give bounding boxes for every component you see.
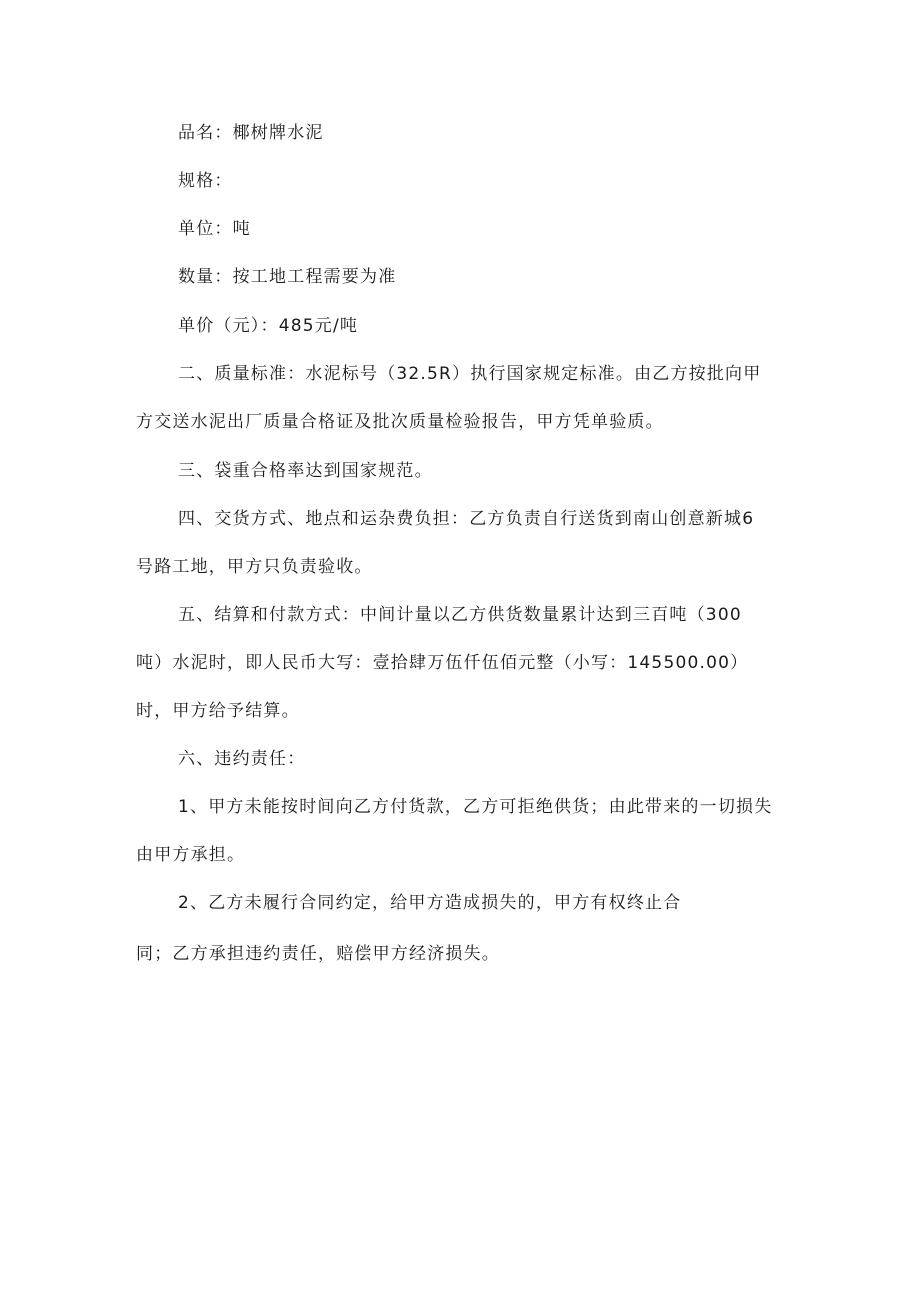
settlement-line-3: 时，甲方给予结算。	[136, 701, 300, 721]
specification-line: 规格：	[178, 171, 233, 191]
delivery-terms-line-1: 四、交货方式、地点和运杂费负担：乙方负责自行送货到南山创意新城6	[178, 509, 755, 529]
unit-price-line: 单价（元）：485元/吨	[178, 316, 359, 336]
liability-item-1-line-2: 由甲方承担。	[136, 845, 246, 865]
bag-weight-line: 三、袋重合格率达到国家规范。	[178, 461, 433, 481]
quantity-line: 数量：按工地工程需要为准	[178, 267, 397, 287]
liability-item-2-line-2: 同；乙方承担违约责任，赔偿甲方经济损失。	[136, 944, 500, 964]
product-name-line: 品名：椰树牌水泥	[178, 123, 324, 143]
liability-item-2-line-1: 2、乙方未履行合同约定，给甲方造成损失的，甲方有权终止合	[178, 893, 682, 913]
delivery-terms-line-2: 号路工地，甲方只负责验收。	[136, 557, 373, 577]
unit-line: 单位：吨	[178, 219, 251, 239]
quality-standard-line-2: 方交送水泥出厂质量合格证及批次质量检验报告，甲方凭单验质。	[136, 412, 664, 432]
quality-standard-line-1: 二、质量标准：水泥标号（32.5R）执行国家规定标准。由乙方按批向甲	[178, 364, 762, 384]
settlement-line-1: 五、结算和付款方式：中间计量以乙方供货数量累计达到三百吨（300	[178, 605, 742, 625]
liability-item-1-line-1: 1、甲方未能按时间向乙方付货款，乙方可拒绝供货；由此带来的一切损失	[178, 797, 773, 817]
liability-heading: 六、违约责任：	[178, 749, 306, 769]
settlement-line-2: 吨）水泥时，即人民币大写：壹拾肆万伍仟伍佰元整（小写：145500.00）	[136, 653, 749, 673]
